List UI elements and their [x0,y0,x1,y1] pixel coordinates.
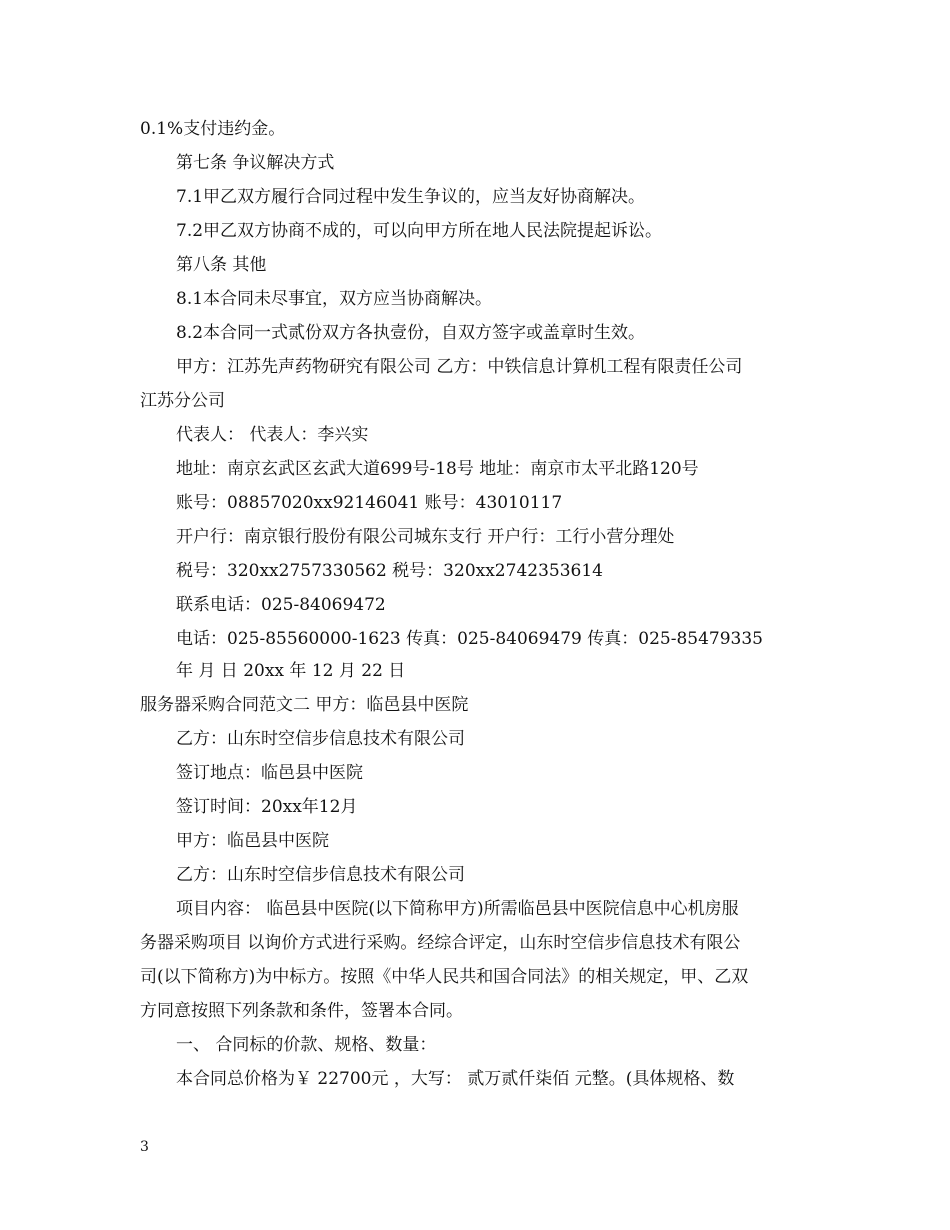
text-line-20: 签订地点：临邑县中医院 [176,763,363,783]
text-line-5: 第八条 其他 [176,255,267,275]
text-line-24: 项目内容： 临邑县中医院(以下简称甲方)所需临邑县中医院信息中心机房服 [176,899,739,919]
text-line-21: 签订时间：20xx年12月 [176,797,358,817]
text-line-22: 甲方：临邑县中医院 [176,831,329,851]
text-line-14: 税号：320xx2757330562 税号：320xx2742353614 [176,561,603,581]
page-number: 3 [140,1139,149,1155]
text-line-6: 8.1本合同未尽事宜，双方应当协商解决。 [176,289,493,309]
text-line-1: 0.1%支付违约金。 [140,119,286,139]
text-line-16: 电话：025-85560000-1623 传真：025-84069479 传真：025-85479335 [176,629,763,649]
text-line-13: 开户行：南京银行股份有限公司城东支行 开户行：工行小营分理处 [176,527,675,547]
text-line-17: 年 月 日 20xx 年 12 月 22 日 [176,661,406,681]
text-line-7: 8.2本合同一式贰份双方各执壹份，自双方签字或盖章时生效。 [176,323,646,343]
text-line-8: 甲方：江苏先声药物研究有限公司 乙方：中铁信息计算机工程有限责任公司 [176,357,743,377]
text-line-4: 7.2甲乙双方协商不成的，可以向甲方所在地人民法院提起诉讼。 [176,221,663,241]
text-line-11: 地址：南京玄武区玄武大道699号-18号 地址：南京市太平北路120号 [176,459,699,479]
text-line-18: 服务器采购合同范文二 甲方：临邑县中医院 [140,695,469,715]
text-line-2: 第七条 争议解决方式 [176,153,335,173]
text-line-26: 司(以下简称方)为中标方。按照《中华人民共和国合同法》的相关规定，甲、乙双 [140,967,749,987]
text-line-23: 乙方：山东时空信步信息技术有限公司 [176,865,465,885]
text-line-25: 务器采购项目 以询价方式进行采购。经综合评定，山东时空信步信息技术有限公 [140,933,741,953]
text-line-27: 方同意按照下列条款和条件，签署本合同。 [140,1001,463,1021]
text-line-28: 一、 合同标的价款、规格、数量： [176,1035,437,1055]
text-line-10: 代表人： 代表人：李兴实 [176,425,369,445]
text-line-15: 联系电话：025-84069472 [176,595,386,615]
text-line-29: 本合同总价格为￥ 22700元 ，大写： 贰万贰仟柒佰 元整。(具体规格、数 [176,1069,735,1089]
text-line-3: 7.1甲乙双方履行合同过程中发生争议的，应当友好协商解决。 [176,187,646,207]
text-line-9: 江苏分公司 [140,391,225,411]
text-line-19: 乙方：山东时空信步信息技术有限公司 [176,729,465,749]
text-line-12: 账号：08857020xx92146041 账号：43010117 [176,493,563,513]
